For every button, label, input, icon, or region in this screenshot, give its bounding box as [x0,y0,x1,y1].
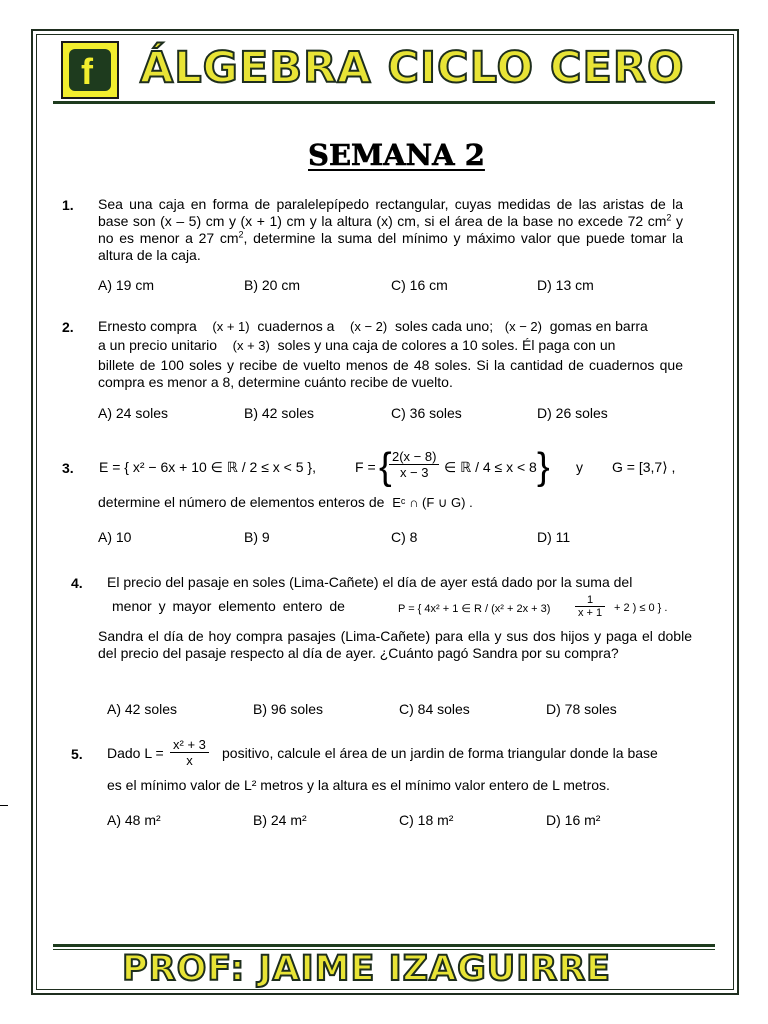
q2-text-b: cuadernos a [257,318,335,334]
question-1-text: Sea una caja en forma de paralelepípedo rectangular, cuyas medidas de las aristas de la base son (x – 5) cm y (x + 1) cm y la altura (x) cm, si el área de la base no excede 72 $cm^2$ y no es menor a 27 $cm^2$, determine la suma del mínimo y máximo valor que puede tomar la altura de la caja. [98,196,683,263]
q2-expr-4: (x + 3) [232,338,270,353]
facebook-icon-inner [69,49,111,91]
facebook-icon [61,41,119,99]
question-2-option-b: B) 42 soles [244,405,315,421]
question-3-option-c: C) 8 [391,529,418,545]
question-3-number: 3. [62,460,74,476]
set-f-fraction [389,449,439,480]
question-4-option-c: C) 84 soles [399,701,470,717]
question-5-number: 5. [71,746,83,762]
set-f-denominator: x − 3 [399,465,429,480]
question-1-option-a: A) 19 cm [98,277,155,293]
set-p-fraction [575,594,605,619]
set-p-part-a: P = { 4x² + 1 ∈ R / (x² + 2x + 3) [398,603,551,615]
question-4-number: 4. [71,575,83,591]
question-5-option-b: B) 24 m² [253,812,307,828]
margin-mark [0,805,8,806]
question-2-option-d: D) 26 soles [537,405,608,421]
question-1-number: 1. [62,197,74,213]
question-4-rest: Sandra el día de hoy compra pasajes (Lima-Cañete) para ella y sus dos hijos y paga el doble del precio del pasaje respecto al día de ayer. ¿Cuánto pagó Sandra por su compra? [98,628,692,661]
header-title: ÁLGEBRA CICLO CERO [140,43,685,93]
question-2-option-a: A) 24 soles [98,405,169,421]
question-2-option-c: C) 36 soles [391,405,462,421]
set-g: G = [3,7⟩ , [612,459,676,475]
q2-expr-2: (x − 2) [350,319,388,334]
q2-expr-3: (x − 2) [504,319,542,334]
set-f-brace-left: { [379,446,392,488]
q3-text: determine el número de elementos enteros de [98,494,385,510]
set-f-numerator: 2(x − 8) [389,449,439,465]
question-2-line-2 [98,337,683,354]
question-1-option-d: D) 13 cm [537,277,594,293]
footer-title: PROF: JAIME IZAGUIRRE [122,949,612,989]
question-5-text: positivo, calcule el área de un jardin de forma triangular donde la base [222,745,658,761]
question-3-text [98,494,473,511]
q2-text-d: gomas en barra [549,318,648,334]
question-2-rest: billete de 100 soles y recibe de vuelto menos de 48 soles. Si la cantidad de cuadernos que compra es menor a 8, determine cuánto recibe de vuelto. [98,357,683,390]
question-4-option-b: B) 96 soles [253,701,324,717]
footer-divider [53,944,715,947]
question-4-option-a: A) 42 soles [107,701,178,717]
q2-expr-1: (x + 1) [212,319,250,334]
question-5-dado: Dado L = [107,745,164,761]
question-3-option-b: B) 9 [244,529,270,545]
question-5-option-d: D) 16 m² [546,812,601,828]
q2-text-f: soles y una caja de colores a 10 soles. Él paga con un [277,337,616,353]
page-title: SEMANA 2 [308,138,485,172]
q2-text-c: soles cada uno; [395,318,494,334]
set-f-suffix: ∈ ℝ / 4 ≤ x < 8 [444,459,537,475]
set-p-numerator: 1 [575,594,605,607]
question-5-option-a: A) 48 m² [107,812,161,828]
l-numerator: x² + 3 [170,737,209,753]
question-3-option-a: A) 10 [98,529,132,545]
question-4-line-1: El precio del pasaje en soles (Lima-Cañete) el día de ayer está dado por la suma del [107,574,633,590]
conjunction-y: y [576,459,583,475]
question-4-option-d: D) 78 soles [546,701,617,717]
question-2-number: 2. [62,319,74,335]
question-5-option-c: C) 18 m² [399,812,454,828]
set-e: E = { x² − 6x + 10 ∈ ℝ / 2 ≤ x < 5 }, [99,459,316,475]
l-denominator: x [186,753,193,768]
q2-text-a: Ernesto compra [98,318,197,334]
set-p-denominator: x + 1 [578,607,603,619]
set-p-part-b: + 2 ) ≤ 0 } . [614,602,668,614]
facebook-letter: f [81,51,93,92]
question-5-line-2: es el mínimo valor de L² metros y la altura es el mínimo valor entero de L metros. [107,777,610,793]
question-1-option-b: B) 20 cm [244,277,301,293]
q2-text-e: a un precio unitario [98,337,218,353]
set-f-brace-right: } [537,446,550,488]
page-border-inner [36,34,734,990]
question-2-line-1 [98,318,683,335]
question-4-line-2: menor y mayor elemento entero de [112,598,345,614]
set-f-prefix: F = [355,459,376,475]
q3-expr: Eᶜ ∩ (F ∪ G) . [392,495,473,510]
question-1-option-c: C) 16 cm [391,277,448,293]
header-divider [53,101,715,104]
question-3-option-d: D) 11 [537,529,571,545]
l-fraction [170,737,209,768]
